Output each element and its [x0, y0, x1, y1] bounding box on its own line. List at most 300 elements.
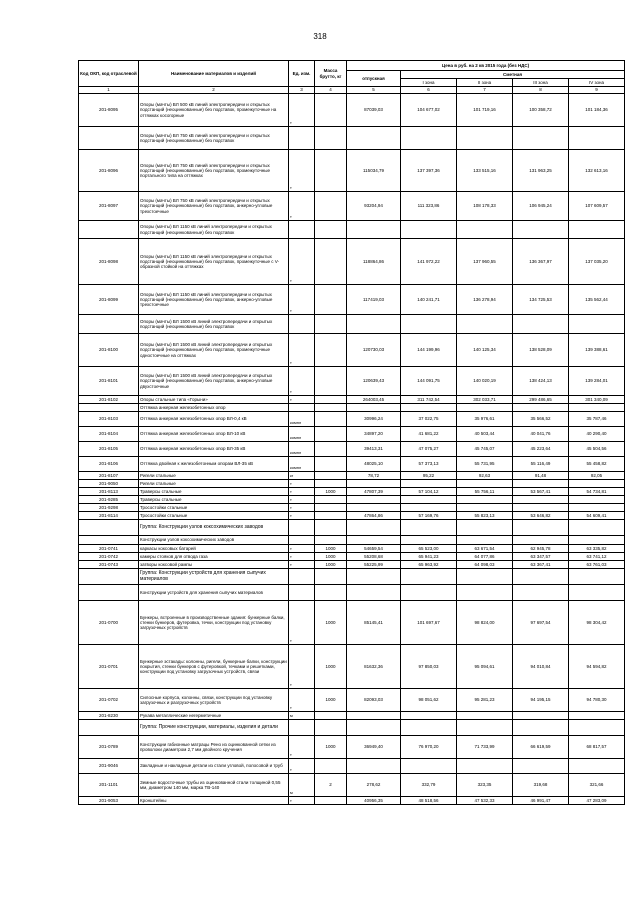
row-code: 201-8100 [79, 334, 139, 367]
row-price-zone-2: 302 033,71 [457, 396, 513, 404]
row-price-zone-2 [457, 504, 513, 512]
header-price: Цена в руб. на 2 кв 2015 года (без НДС) [347, 61, 625, 71]
row-unit: т [289, 601, 315, 645]
header-unit: Ед. изм. [289, 61, 315, 87]
row-price-zone-3: 91,48 [513, 472, 569, 480]
table-row [79, 496, 625, 504]
row-price-zone-1: 41 681,22 [401, 427, 457, 442]
row-unit: т [289, 192, 315, 221]
row-price-zone-3: 35 566,52 [513, 412, 569, 427]
row-price-zone-3 [513, 536, 569, 545]
row-price-zone-3: 138 528,09 [513, 334, 569, 367]
row-code: 201-8114 [79, 512, 139, 520]
row-unit: т [289, 334, 315, 367]
row-price-zone-4 [569, 536, 625, 545]
row-price-zone-2: 71 733,99 [457, 736, 513, 759]
row-mass [315, 334, 347, 367]
row-unit [289, 127, 315, 150]
row-price-zone-4: 68 817,57 [569, 736, 625, 759]
table-row [79, 285, 625, 315]
row-price-otpusk: 78,72 [347, 472, 401, 480]
table-row [79, 561, 625, 569]
row-code [79, 536, 139, 545]
row-price-zone-3: 94 010,84 [513, 645, 569, 689]
row-price-zone-3: 45 223,64 [513, 442, 569, 457]
row-price-zone-2: 133 515,16 [457, 150, 513, 192]
row-code: 201-0743 [79, 561, 139, 569]
row-price-zone-3 [513, 569, 569, 585]
row-price-otpusk [347, 504, 401, 512]
row-price-zone-4: 101 184,36 [569, 94, 625, 127]
table-body [79, 94, 625, 805]
row-price-zone-3 [513, 480, 569, 488]
header-zone-1: I зона [401, 79, 457, 87]
row-price-otpusk: 47807,39 [347, 488, 401, 496]
row-code: 201-0701 [79, 645, 139, 689]
row-price-zone-4: 98 304,42 [569, 601, 625, 645]
row-price-zone-4 [569, 315, 625, 334]
row-price-zone-1: 37 022,75 [401, 412, 457, 427]
row-price-otpusk: 48025,10 [347, 457, 401, 472]
row-price-zone-3 [513, 720, 569, 736]
table-row [79, 315, 625, 334]
row-name: Ригели стальные [139, 480, 289, 488]
row-name: Опоры (мачты) ВЛ 1150 кВ линий электропередачи и открытых подстанций (неоцинкованные) без подставок, промежуточные с V-образной стойкой на оттяжках [139, 239, 289, 285]
row-mass: 1000 [315, 736, 347, 759]
row-price-zone-4: 301 340,09 [569, 396, 625, 404]
row-mass [315, 315, 347, 334]
row-name: Кронштейны [139, 797, 289, 805]
row-price-zone-4 [569, 221, 625, 239]
row-price-otpusk [347, 480, 401, 488]
row-price-otpusk: 40956,35 [347, 797, 401, 805]
row-name: Конструкции узлов коксохимических заводов [139, 536, 289, 545]
row-unit: компл [289, 457, 315, 472]
row-unit [289, 569, 315, 585]
row-unit: т [289, 480, 315, 488]
row-code: 201-8096 [79, 150, 139, 192]
row-price-zone-2: 45 745,07 [457, 442, 513, 457]
row-price-zone-3 [513, 221, 569, 239]
row-price-zone-4: 137 035,20 [569, 239, 625, 285]
row-price-zone-4 [569, 569, 625, 585]
row-name: Опоры стальные типа «Горыни» [139, 396, 289, 404]
row-mass: 2 [315, 774, 347, 797]
row-mass: 1000 [315, 561, 347, 569]
row-price-zone-3 [513, 712, 569, 720]
row-code [79, 221, 139, 239]
row-price-otpusk: 93204,94 [347, 192, 401, 221]
col-index: 5 [347, 87, 401, 94]
row-name: Оттяжка анкерная железобетонных опор ВЛ-35 кВ [139, 442, 289, 457]
row-unit: т [289, 797, 315, 805]
row-mass [315, 367, 347, 396]
row-price-zone-1 [401, 221, 457, 239]
row-price-zone-2 [457, 496, 513, 504]
row-price-zone-1 [401, 569, 457, 585]
row-price-zone-1 [401, 585, 457, 601]
row-name: Опоры (мачты) ВЛ 750 кВ линий электропередачи и открытых подстанций (неоцинкованные) без подставок, анкерно-угловые трехстоечные [139, 192, 289, 221]
row-price-zone-1 [401, 480, 457, 488]
row-price-zone-2 [457, 221, 513, 239]
row-price-otpusk: 55208,68 [347, 553, 401, 561]
row-price-zone-1 [401, 536, 457, 545]
row-price-zone-2: 55 756,11 [457, 488, 513, 496]
row-name: Опоры (мачты) ВЛ 750 кВ линий электропередачи и открытых подстанций (неоцинкованные) без подставок [139, 127, 289, 150]
col-index: 2 [139, 87, 289, 94]
table-row [79, 488, 625, 496]
row-price-otpusk [347, 536, 401, 545]
row-price-zone-3 [513, 404, 569, 412]
row-price-zone-2: 101 719,16 [457, 94, 513, 127]
row-price-otpusk: 278,62 [347, 774, 401, 797]
row-name: Оттяжка анкерная железобетонных опор ВЛ-0,4 кВ [139, 412, 289, 427]
row-price-zone-4: 54 734,81 [569, 488, 625, 496]
row-price-zone-3: 40 041,76 [513, 427, 569, 442]
row-price-zone-2 [457, 569, 513, 585]
header-zone-4: IV зона [569, 79, 625, 87]
table-row [79, 480, 625, 488]
row-price-zone-1: 65 941,23 [401, 553, 457, 561]
row-name: Оттяжка анкерная железобетонных опор ВЛ-10 кВ [139, 427, 289, 442]
row-price-zone-3 [513, 520, 569, 536]
row-price-zone-2: 137 960,55 [457, 239, 513, 285]
header-zone-3: III зона [513, 79, 569, 87]
row-price-otpusk [347, 759, 401, 774]
table-row [79, 472, 625, 480]
row-price-zone-2: 95 094,61 [457, 645, 513, 689]
row-mass [315, 712, 347, 720]
row-unit: компл [289, 427, 315, 442]
row-code: 201-0700 [79, 601, 139, 645]
row-price-zone-2 [457, 759, 513, 774]
row-code: 201-8106 [79, 457, 139, 472]
row-price-zone-4 [569, 127, 625, 150]
row-name: Опоры (мачты) ВЛ 1150 кВ линий электропередачи и открытых подстанций (неоцинкованные) без подставок [139, 221, 289, 239]
table-row [79, 689, 625, 712]
row-price-zone-3: 319,68 [513, 774, 569, 797]
row-price-zone-4 [569, 404, 625, 412]
row-unit: т [289, 504, 315, 512]
row-price-zone-2 [457, 520, 513, 536]
row-mass [315, 221, 347, 239]
row-price-otpusk [347, 585, 401, 601]
row-price-zone-4: 47 283,09 [569, 797, 625, 805]
row-price-zone-2 [457, 720, 513, 736]
row-unit: т [289, 561, 315, 569]
row-name: Бункеры, встроенные в производственные здания: бункерные балки, стенки бункеров, футеровка, течки, конструкции под установку загрузочных устройств [139, 601, 289, 645]
row-price-zone-4 [569, 720, 625, 736]
table-row [79, 334, 625, 367]
row-price-zone-4: 63 335,82 [569, 545, 625, 553]
row-name: каркасы коксовых батарей [139, 545, 289, 553]
col-index: 6 [401, 87, 457, 94]
row-unit: т [289, 645, 315, 689]
row-price-zone-4 [569, 496, 625, 504]
row-mass [315, 192, 347, 221]
table-row [79, 601, 625, 645]
row-unit: м [289, 712, 315, 720]
row-price-zone-4: 54 609,41 [569, 512, 625, 520]
row-code: 201-9046 [79, 759, 139, 774]
row-price-zone-3: 94 195,15 [513, 689, 569, 712]
row-code: 201-0741 [79, 545, 139, 553]
col-index: 7 [457, 87, 513, 94]
row-code: 201-8098 [79, 239, 139, 285]
row-price-zone-4: 139 388,61 [569, 334, 625, 367]
row-code [79, 585, 139, 601]
row-price-zone-4: 40 290,40 [569, 427, 625, 442]
row-price-otpusk: 47864,86 [347, 512, 401, 520]
header-otpusk: отпускная [347, 71, 401, 87]
row-price-otpusk: 30996,24 [347, 412, 401, 427]
row-mass: 1000 [315, 553, 347, 561]
row-price-zone-2: 140 020,19 [457, 367, 513, 396]
table-row [79, 367, 625, 396]
row-price-otpusk: 264003,45 [347, 396, 401, 404]
row-price-otpusk [347, 221, 401, 239]
row-price-otpusk: 120639,43 [347, 367, 401, 396]
row-price-zone-3 [513, 504, 569, 512]
row-code: 201-0742 [79, 553, 139, 561]
col-index: 4 [315, 87, 347, 94]
row-unit: м [289, 774, 315, 797]
header-code: Код ОКП, код отраслевой [79, 61, 139, 87]
row-price-zone-3: 53 567,41 [513, 488, 569, 496]
row-price-zone-2 [457, 127, 513, 150]
row-unit: т [289, 367, 315, 396]
row-mass [315, 520, 347, 536]
table-row [79, 396, 625, 404]
row-price-zone-4: 94 780,30 [569, 689, 625, 712]
row-unit: т [289, 512, 315, 520]
table-row [79, 94, 625, 127]
row-code: 201-8105 [79, 442, 139, 457]
row-price-otpusk: 118864,86 [347, 239, 401, 285]
row-code: 201-8099 [79, 285, 139, 315]
row-unit: т [289, 496, 315, 504]
row-price-zone-2: 55 731,95 [457, 457, 513, 472]
row-mass [315, 457, 347, 472]
row-price-zone-4: 92,05 [569, 472, 625, 480]
row-price-zone-1: 311 742,54 [401, 396, 457, 404]
row-price-zone-4 [569, 712, 625, 720]
row-price-zone-1: 57 104,12 [401, 488, 457, 496]
row-name: Оттяжка анкерная железобетонных опор [139, 404, 289, 412]
row-unit [289, 585, 315, 601]
row-unit [289, 404, 315, 412]
row-mass [315, 442, 347, 457]
row-price-zone-4: 321,66 [569, 774, 625, 797]
row-name: Тросостойки стальные [139, 512, 289, 520]
row-price-zone-1 [401, 127, 457, 150]
row-mass [315, 404, 347, 412]
row-mass [315, 536, 347, 545]
row-code: 201-9298 [79, 504, 139, 512]
row-mass [315, 504, 347, 512]
row-code [79, 720, 139, 736]
col-index: 1 [79, 87, 139, 94]
row-code: 201-9050 [79, 480, 139, 488]
table-row [79, 427, 625, 442]
row-unit: т [289, 759, 315, 774]
row-mass [315, 94, 347, 127]
row-price-zone-3 [513, 127, 569, 150]
row-price-zone-1: 144 091,75 [401, 367, 457, 396]
row-price-otpusk [347, 720, 401, 736]
row-name: Группа: Прочие конструкции, материалы, изделия и детали [139, 720, 289, 736]
row-name: Земные водосточные трубы из оцинкованной стали толщиной 0,55 мм, диаметром 140 мм, марка ТВ-140 [139, 774, 289, 797]
row-mass [315, 512, 347, 520]
row-price-zone-1: 141 972,22 [401, 239, 457, 285]
row-unit: т [289, 488, 315, 496]
row-price-otpusk [347, 315, 401, 334]
row-name: Опоры (мачты) ВЛ 1500 кВ линий электропередачи и открытых подстанций (неоцинкованные) без подставок, анкерно-угловые двухстоечные [139, 367, 289, 396]
row-code: 201-8230 [79, 712, 139, 720]
row-price-zone-2: 55 823,13 [457, 512, 513, 520]
row-code: 201-8104 [79, 427, 139, 442]
row-price-otpusk: 81632,36 [347, 645, 401, 689]
row-name: Опоры (мачты) ВЛ 750 кВ линий электропередачи и открытых подстанций (неоцинкованные) без подставок, промежуточные портального типа на оттяжках [139, 150, 289, 192]
row-price-zone-3: 46 991,47 [513, 797, 569, 805]
row-price-zone-2: 64 098,03 [457, 561, 513, 569]
row-name: Рукава металлические негерметичные [139, 712, 289, 720]
table-row [79, 736, 625, 759]
row-price-zone-1: 332,79 [401, 774, 457, 797]
table-row [79, 759, 625, 774]
row-price-zone-2: 136 278,94 [457, 285, 513, 315]
row-price-otpusk: 82093,03 [347, 689, 401, 712]
page-number: 318 [313, 32, 327, 41]
row-price-otpusk: 34897,20 [347, 427, 401, 442]
row-code: 201-8113 [79, 488, 139, 496]
row-price-zone-4: 132 613,16 [569, 150, 625, 192]
row-price-otpusk: 87039,03 [347, 94, 401, 127]
row-price-otpusk [347, 712, 401, 720]
column-index-row [79, 87, 625, 94]
row-price-zone-4: 63 761,03 [569, 561, 625, 569]
row-name: Конструкции устройств для хранения сыпучих материалов [139, 585, 289, 601]
row-price-zone-1: 65 523,00 [401, 545, 457, 553]
header-name: Наименование материалов и изделий [139, 61, 289, 87]
row-price-zone-1: 104 677,02 [401, 94, 457, 127]
row-price-zone-1: 57 169,76 [401, 512, 457, 520]
row-price-zone-4: 135 562,44 [569, 285, 625, 315]
row-name: Группа: Конструкции устройств для хранения сыпучих материалов [139, 569, 289, 585]
row-name: Тросостойки стальные [139, 504, 289, 512]
row-mass [315, 472, 347, 480]
row-unit [289, 520, 315, 536]
row-unit: компл [289, 412, 315, 427]
row-price-zone-1 [401, 720, 457, 736]
table-row [79, 536, 625, 545]
row-price-zone-1: 98 051,62 [401, 689, 457, 712]
row-code: 201-0702 [79, 689, 139, 712]
row-price-zone-4 [569, 759, 625, 774]
table-row [79, 127, 625, 150]
row-mass [315, 797, 347, 805]
table-row [79, 545, 625, 553]
row-code [79, 315, 139, 334]
row-price-otpusk: 55225,99 [347, 561, 401, 569]
row-mass [315, 285, 347, 315]
row-mass [315, 427, 347, 442]
row-mass [315, 569, 347, 585]
row-code: 201-9285 [79, 496, 139, 504]
row-price-zone-2: 98 824,00 [457, 601, 513, 645]
row-unit: т [289, 736, 315, 759]
row-mass: 1000 [315, 689, 347, 712]
row-code: 201-9053 [79, 797, 139, 805]
row-price-zone-4 [569, 585, 625, 601]
row-price-zone-1 [401, 759, 457, 774]
row-price-zone-1 [401, 712, 457, 720]
row-price-zone-4: 139 284,01 [569, 367, 625, 396]
row-price-otpusk [347, 404, 401, 412]
row-unit [289, 536, 315, 545]
group-header-row [79, 520, 625, 536]
table-row [79, 797, 625, 805]
row-price-zone-2 [457, 536, 513, 545]
price-table [78, 60, 625, 805]
row-name: затворы коксовой рампы [139, 561, 289, 569]
row-price-zone-3: 134 725,53 [513, 285, 569, 315]
row-price-zone-3 [513, 496, 569, 504]
col-index: 3 [289, 87, 315, 94]
table-row [79, 553, 625, 561]
row-price-zone-4: 94 594,82 [569, 645, 625, 689]
row-code [79, 569, 139, 585]
row-price-otpusk: 36949,40 [347, 736, 401, 759]
row-name: Траверсы стальные [139, 488, 289, 496]
table-row [79, 221, 625, 239]
row-price-zone-1: 144 199,96 [401, 334, 457, 367]
table-row [79, 512, 625, 520]
row-unit [289, 221, 315, 239]
row-price-zone-1: 111 323,86 [401, 192, 457, 221]
row-price-zone-2: 40 503,44 [457, 427, 513, 442]
table-row [79, 404, 625, 412]
row-mass: 1000 [315, 601, 347, 645]
row-unit: т [289, 396, 315, 404]
row-price-zone-2: 95 281,23 [457, 689, 513, 712]
row-price-zone-3 [513, 315, 569, 334]
row-price-zone-1: 48 518,56 [401, 797, 457, 805]
row-price-zone-4: 55 458,82 [569, 457, 625, 472]
row-code: 201-0789 [79, 736, 139, 759]
row-code: 201-8103 [79, 412, 139, 427]
row-price-zone-2: 323,35 [457, 774, 513, 797]
row-price-zone-1: 47 075,27 [401, 442, 457, 457]
row-mass [315, 127, 347, 150]
row-price-zone-3: 106 945,24 [513, 192, 569, 221]
table-row [79, 412, 625, 427]
table-row [79, 239, 625, 285]
row-price-zone-2: 64 077,86 [457, 553, 513, 561]
row-code: 201-8107 [79, 472, 139, 480]
col-index: 9 [569, 87, 625, 94]
row-price-otpusk [347, 496, 401, 504]
row-code: 201-8095 [79, 94, 139, 127]
row-unit: компл [289, 442, 315, 457]
table-row [79, 774, 625, 797]
row-mass [315, 759, 347, 774]
row-name: Ригели стальные [139, 472, 289, 480]
row-price-zone-1 [401, 520, 457, 536]
row-price-zone-3: 97 697,54 [513, 601, 569, 645]
row-price-zone-3: 53 646,82 [513, 512, 569, 520]
row-price-otpusk [347, 520, 401, 536]
